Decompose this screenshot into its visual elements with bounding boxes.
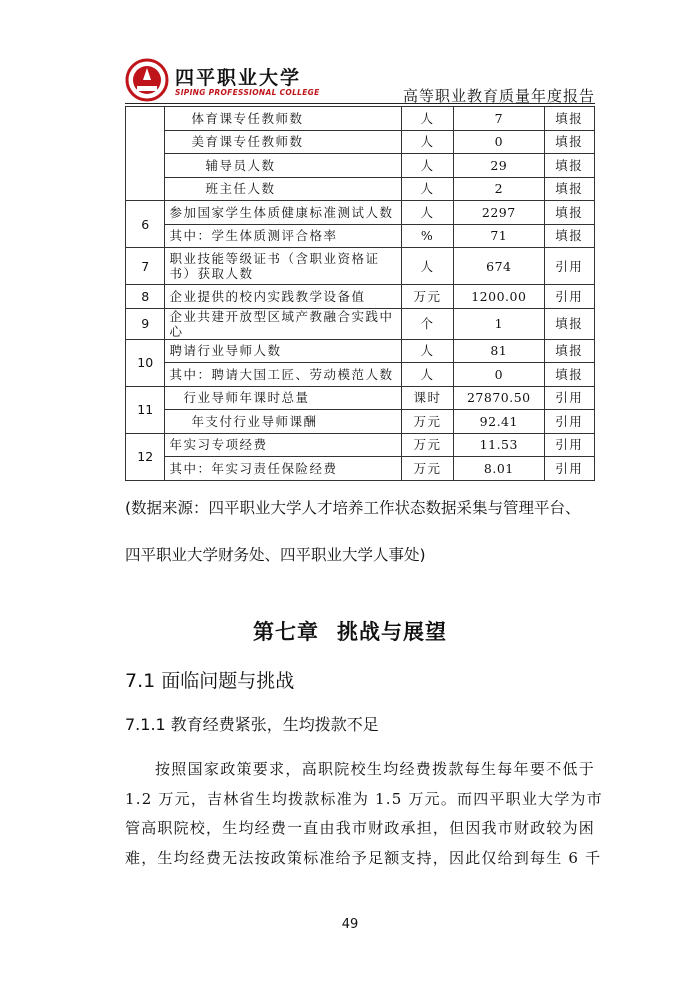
unit-cell: 万元 [402, 433, 454, 457]
item-cell: 聘请行业导师人数 [165, 339, 402, 363]
value-cell: 92.41 [454, 410, 545, 434]
table-row [126, 386, 595, 410]
row-number-cell: 9 [126, 308, 165, 339]
source-cell: 填报 [544, 308, 594, 339]
source-cell: 引用 [544, 457, 594, 481]
item-cell: 年支付行业导师课酬 [165, 410, 402, 434]
row-number-cell: 10 [126, 339, 165, 386]
table-row [126, 107, 595, 131]
item-cell: 辅导员人数 [165, 154, 402, 178]
table-row [126, 201, 595, 225]
source-cell: 引用 [544, 410, 594, 434]
item-cell: 企业提供的校内实践教学设备值 [165, 285, 402, 309]
unit-cell: 人 [402, 154, 454, 178]
value-cell: 7 [454, 107, 545, 131]
source-cell: 填报 [544, 339, 594, 363]
source-cell: 引用 [544, 386, 594, 410]
page-header [125, 58, 595, 104]
item-cell: 其中：年实习责任保险经费 [165, 457, 402, 481]
data-source-line-2: 四平职业大学财务处、四平职业大学人事处) [125, 546, 426, 564]
header-divider [125, 103, 595, 104]
item-cell: 其中：聘请大国工匠、劳动模范人数 [165, 363, 402, 387]
item-cell: 行业导师年课时总量 [165, 386, 402, 410]
source-cell: 填报 [544, 107, 594, 131]
source-cell: 引用 [544, 433, 594, 457]
row-number-cell: 7 [126, 248, 165, 285]
value-cell: 1200.00 [454, 285, 545, 309]
chapter-heading [0, 616, 700, 646]
table-row [126, 154, 595, 178]
source-cell: 引用 [544, 285, 594, 309]
unit-cell: 万元 [402, 285, 454, 309]
row-number-cell: 6 [126, 201, 165, 248]
paragraph-line: 1.2 万元，吉林省生均拨款标准为 1.5 万元。而四平职业大学为市 [125, 789, 603, 808]
value-cell: 674 [454, 248, 545, 285]
item-cell: 班主任人数 [165, 177, 402, 201]
paragraph-line: 按照国家政策要求，高职院校生均经费拨款每生每年要不低于 [155, 760, 595, 778]
unit-cell: % [402, 224, 454, 248]
report-title: 高等职业教育质量年度报告 [402, 87, 595, 105]
source-cell: 填报 [544, 130, 594, 154]
item-cell: 企业共建开放型区域产教融合实践中心 [165, 308, 402, 339]
source-cell: 填报 [544, 201, 594, 225]
value-cell: 27870.50 [454, 386, 545, 410]
value-cell: 2 [454, 177, 545, 201]
unit-cell: 人 [402, 177, 454, 201]
value-cell: 2297 [454, 201, 545, 225]
table-row [126, 224, 595, 248]
paragraph-line: 管高职院校，生均经费一直由我市财政承担，但因我市财政较为困 [125, 819, 595, 837]
item-cell: 年实习专项经费 [165, 433, 402, 457]
row-number-cell: 11 [126, 386, 165, 433]
item-cell: 体育课专任教师数 [165, 107, 402, 131]
unit-cell: 人 [402, 248, 454, 285]
school-name-cn: 四平职业大学 [175, 67, 302, 89]
table-row [126, 457, 595, 481]
chapter-number: 第七章 [253, 620, 319, 644]
unit-cell: 人 [402, 339, 454, 363]
table-row [126, 177, 595, 201]
statistics-table [125, 106, 595, 481]
unit-cell: 人 [402, 130, 454, 154]
item-cell: 职业技能等级证书（含职业资格证书）获取人数 [165, 248, 402, 285]
body-paragraph [125, 755, 603, 873]
unit-cell: 万元 [402, 410, 454, 434]
source-cell: 填报 [544, 177, 594, 201]
value-cell: 8.01 [454, 457, 545, 481]
value-cell: 1 [454, 308, 545, 339]
data-source-line-1: (数据来源：四平职业大学人才培养工作状态数据采集与管理平台、 [125, 499, 581, 517]
value-cell: 11.53 [454, 433, 545, 457]
paragraph-line: 难，生均经费无法按政策标准给予足额支持，因此仅给到每生 6 千 [125, 848, 602, 867]
unit-cell: 万元 [402, 457, 454, 481]
unit-cell: 个 [402, 308, 454, 339]
source-cell: 引用 [544, 248, 594, 285]
table-row [126, 308, 595, 339]
row-number-cell [126, 107, 165, 201]
table-row [126, 285, 595, 309]
table-row [126, 248, 595, 285]
value-cell: 0 [454, 130, 545, 154]
value-cell: 29 [454, 154, 545, 178]
table-row [126, 433, 595, 457]
table-row [126, 410, 595, 434]
row-number-cell: 8 [126, 285, 165, 309]
section-heading: 7.1 面临问题与挑战 [125, 670, 295, 692]
unit-cell: 人 [402, 107, 454, 131]
row-number-cell: 12 [126, 433, 165, 480]
value-cell: 0 [454, 363, 545, 387]
school-emblem-icon [125, 58, 169, 102]
table-row [126, 130, 595, 154]
unit-cell: 人 [402, 201, 454, 225]
source-cell: 填报 [544, 224, 594, 248]
item-cell: 参加国家学生体质健康标准测试人数 [165, 201, 402, 225]
item-cell: 美育课专任教师数 [165, 130, 402, 154]
table-row [126, 339, 595, 363]
source-cell: 填报 [544, 363, 594, 387]
source-cell: 填报 [544, 154, 594, 178]
page-number: 49 [341, 917, 359, 932]
table-row [126, 363, 595, 387]
value-cell: 71 [454, 224, 545, 248]
item-cell: 其中：学生体质测评合格率 [165, 224, 402, 248]
unit-cell: 人 [402, 363, 454, 387]
subsection-heading: 7.1.1 教育经费紧张，生均拨款不足 [125, 715, 379, 734]
unit-cell: 课时 [402, 386, 454, 410]
chapter-title: 挑战与展望 [337, 620, 447, 644]
value-cell: 81 [454, 339, 545, 363]
school-name-en: SIPING PROFESSIONAL COLLEGE [175, 88, 320, 97]
